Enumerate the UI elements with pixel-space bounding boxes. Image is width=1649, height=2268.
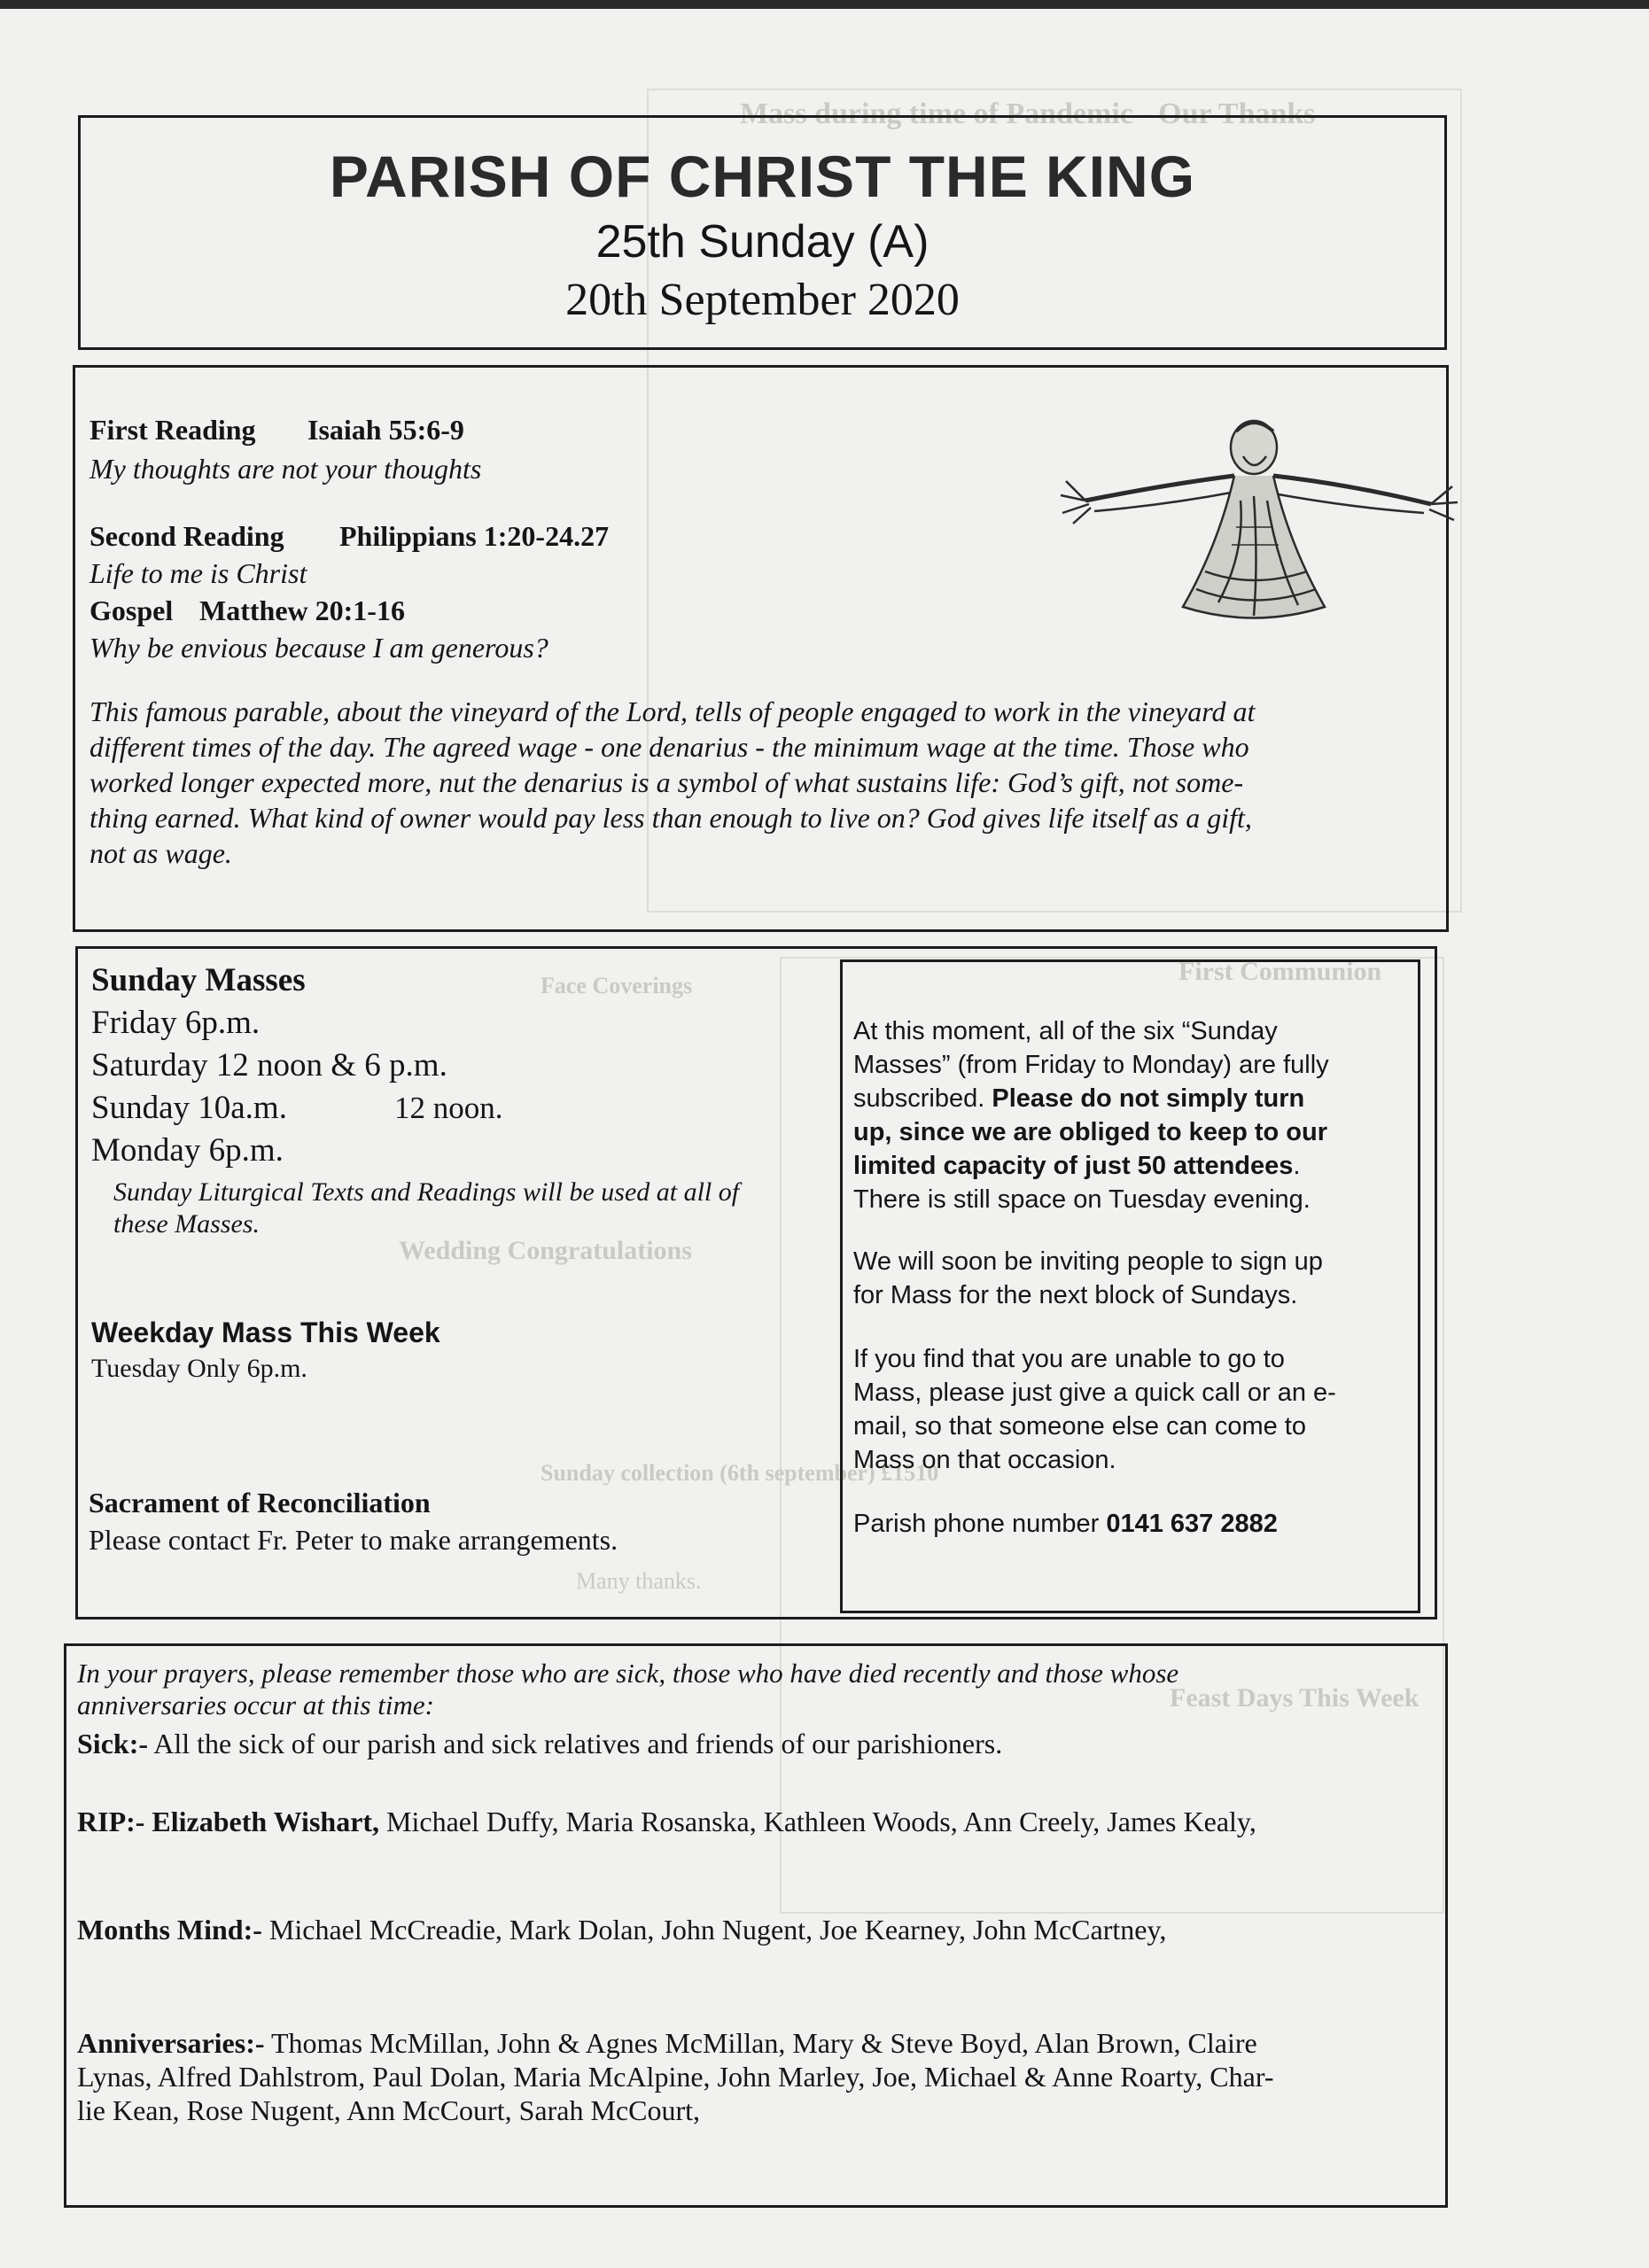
- notice-text: Mass on that occasion.: [853, 1446, 1116, 1474]
- christ-illustration-icon: [1015, 412, 1511, 633]
- notice-text: Masses” (from Friday to Monday) are fully: [853, 1051, 1329, 1079]
- weekday-mass-text: Tuesday Only 6p.m.: [91, 1354, 307, 1383]
- mass-time-monday: Monday 6p.m.: [91, 1132, 284, 1169]
- notice-text-plain: subscribed.: [853, 1084, 992, 1113]
- rip-text: Michael Duffy, Maria Rosanska, Kathleen Woods, Ann Creely, James Kealy,: [379, 1806, 1256, 1837]
- second-reading-theme: Life to me is Christ: [89, 557, 307, 589]
- anniversaries-text: Lynas, Alfred Dahlstrom, Paul Dolan, Maria McAlpine, John Marley, Joe, Michael & Anne Roarty, Char-: [77, 2061, 1274, 2093]
- gospel-theme: Why be envious because I am generous?: [89, 632, 548, 664]
- ghost-heading: Feast Days This Week: [1170, 1683, 1420, 1713]
- months-mind-text: Michael McCreadie, Mark Dolan, John Nugent, Joe Kearney, John McCartney,: [261, 1914, 1167, 1946]
- sunday-masses-heading: Sunday Masses: [91, 962, 306, 998]
- notice-text: for Mass for the next block of Sundays.: [853, 1281, 1298, 1309]
- anniversaries-text: lie Kean, Rose Nugent, Ann McCourt, Sarah McCourt,: [77, 2094, 700, 2126]
- notice-text: If you find that you are unable to go to: [853, 1345, 1285, 1373]
- reconciliation-text: Please contact Fr. Peter to make arrangements.: [89, 1524, 618, 1556]
- notice-text: We will soon be inviting people to sign up: [853, 1247, 1323, 1276]
- parish-phone-label: Parish phone number: [853, 1510, 1107, 1538]
- parish-phone-number: 0141 637 2882: [1106, 1510, 1278, 1538]
- prayers-intro: anniversaries occur at this time:: [77, 1689, 434, 1720]
- reflection-line: not as wage.: [89, 837, 232, 869]
- notice-text: There is still space on Tuesday evening.: [853, 1185, 1311, 1214]
- date: 20th September 2020: [565, 275, 960, 325]
- mass-time-saturday: Saturday 12 noon & 6 p.m.: [91, 1047, 447, 1084]
- anniversaries-text: Thomas McMillan, John & Agnes McMillan, Mary & Steve Boyd, Alan Brown, Claire: [264, 2027, 1257, 2059]
- prayers-intro: In your prayers, please remember those who are sick, those who have died recently and those whose: [77, 1658, 1179, 1689]
- rip-line: [77, 1806, 1256, 1838]
- ghost-text: Many thanks.: [576, 1568, 702, 1594]
- notice-capacity: limited capacity of just 50 attendees: [853, 1152, 1294, 1180]
- sick-text: All the sick of our parish and sick relatives and friends of our parishioners.: [148, 1728, 1003, 1759]
- scan-top-edge: [0, 0, 1649, 9]
- notice-text: mail, so that someone else can come to: [853, 1412, 1306, 1441]
- ghost-text: Sunday collection (6th september) £1510: [541, 1460, 939, 1486]
- notice-text-bold: Please do not simply turn: [992, 1084, 1305, 1113]
- second-reading-label: Second Reading: [89, 520, 284, 552]
- reflection-line: This famous parable, about the vineyard of the Lord, tells of people engaged to work in the vineyard at: [89, 695, 1256, 727]
- reconciliation-heading: Sacrament of Reconciliation: [89, 1487, 431, 1518]
- parish-title: PARISH OF CHRIST THE KING: [329, 144, 1196, 209]
- months-mind-line: [77, 1914, 1166, 1946]
- parish-phone: [853, 1510, 1278, 1539]
- anniversaries-line: [77, 2027, 1257, 2060]
- months-mind-label: Months Mind:-: [77, 1914, 262, 1946]
- ghost-heading: Mass during time of Pandemic - Our Thanks: [740, 97, 1316, 130]
- masses-box: [75, 946, 1437, 1619]
- notice-text-bold: up, since we are obliged to keep to our: [853, 1118, 1327, 1146]
- reflection-line: worked longer expected more, nut the denarius is a symbol of what sustains life: God’s gift, not some-: [89, 766, 1244, 798]
- ghost-heading: Face Coverings: [541, 973, 693, 998]
- weekday-mass-heading: Weekday Mass This Week: [91, 1317, 440, 1348]
- first-reading-ref: Isaiah 55:6-9: [307, 414, 464, 446]
- rip-label: RIP:- Elizabeth Wishart,: [77, 1806, 380, 1837]
- mass-time-friday: Friday 6p.m.: [91, 1005, 261, 1041]
- first-reading-label: First Reading: [89, 414, 256, 446]
- ghost-heading: First Communion: [1178, 957, 1382, 986]
- attendance-notice-box: [840, 959, 1420, 1613]
- gospel-label: Gospel: [89, 594, 174, 626]
- notice-text: [853, 1084, 1304, 1114]
- reflection-line: different times of the day. The agreed wage - one denarius - the minimum wage at the time. Those who: [89, 731, 1249, 763]
- notice-period: .: [1293, 1152, 1301, 1180]
- first-reading-theme: My thoughts are not your thoughts: [89, 453, 482, 485]
- sick-line: [77, 1728, 1002, 1760]
- liturgical-note: Sunday Liturgical Texts and Readings will be used at all of: [113, 1177, 740, 1207]
- second-reading-ref: Philippians 1:20-24.27: [339, 520, 610, 552]
- notice-text: Mass, please just give a quick call or an e-: [853, 1379, 1336, 1407]
- notice-text: [853, 1152, 1300, 1181]
- ghost-heading: Wedding Congratulations: [399, 1236, 692, 1265]
- header-box: [78, 115, 1447, 350]
- sick-label: Sick:-: [77, 1728, 148, 1759]
- readings-box: [73, 365, 1449, 932]
- reflection-line: thing earned. What kind of owner would pay less than enough to live on? God gives life itself as a gift,: [89, 802, 1252, 834]
- mass-time-sunday-noon: 12 noon.: [394, 1091, 503, 1125]
- notice-text: At this moment, all of the six “Sunday: [853, 1017, 1278, 1045]
- sunday-title: 25th Sunday (A): [595, 216, 930, 268]
- prayers-box: [64, 1643, 1448, 2208]
- gospel-ref: Matthew 20:1-16: [199, 594, 405, 626]
- liturgical-note: these Masses.: [113, 1209, 260, 1239]
- mass-time-sunday: Sunday 10a.m.: [91, 1090, 287, 1126]
- anniversaries-label: Anniversaries:-: [77, 2027, 265, 2059]
